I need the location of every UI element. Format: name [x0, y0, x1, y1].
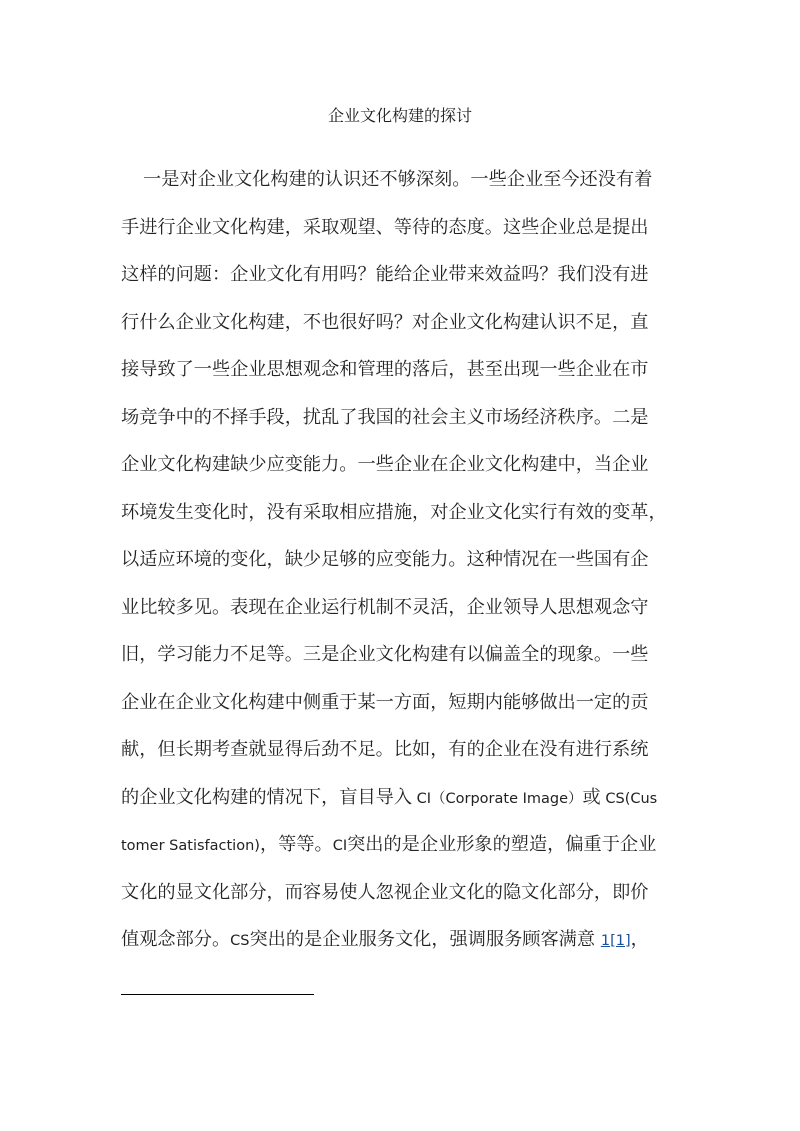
body-text-latin: CI	[332, 838, 348, 854]
body-line-2: 手进行企业文化构建，采取观望、等待的态度。这些企业总是提出	[121, 216, 649, 238]
body-line-10: 业比较多见。表现在企业运行机制不灵活，企业领导人思想观念守	[121, 596, 649, 618]
body-text: 的企业文化构建的情况下，盲目导入	[121, 786, 413, 808]
body-line-11: 旧，学习能力不足等。三是企业文化构建有以偏盖全的现象。一些	[121, 644, 649, 665]
body-text: 突出的是企业服务文化，强调服务顾客满意	[249, 929, 596, 950]
footnote-separator	[121, 994, 314, 995]
body-text: ，等等。	[259, 834, 333, 855]
body-line-6: 场竞争中的不择手段，扰乱了我国的社会主义市场经济秩序。二是	[121, 406, 649, 428]
document-body	[121, 166, 701, 974]
body-line-8: 环境发生变化时，没有采取相应措施，对企业文化实行有效的变革，	[121, 501, 667, 523]
body-line-17	[121, 926, 701, 974]
body-text-latin: CS	[230, 933, 250, 949]
footnote-reference-link[interactable]: 1[1]	[600, 933, 631, 949]
body-text: ，	[630, 929, 649, 950]
body-text-latin: CI（Corporate Image）	[412, 790, 583, 807]
body-line-15	[121, 831, 701, 879]
body-line-5: 接导致了一些企业思想观念和管理的落后，甚至出现一些企业在市	[121, 359, 649, 380]
body-line-12: 企业在企业文化构建中侧重于某一方面，短期内能够做出一定的贡	[121, 691, 649, 713]
body-line-9: 以适应环境的变化，缺少足够的应变能力。这种情况在一些国有企	[121, 549, 649, 570]
body-text-latin: CS(Cus	[600, 790, 658, 807]
document-title: 企业文化构建的探讨	[327, 106, 472, 125]
body-line-1: 一是对企业文化构建的认识还不够深刻。一些企业至今还没有着	[143, 169, 653, 190]
body-text: 突出的是企业形象的塑造，偏重于企业	[347, 834, 657, 855]
body-line-13: 献，但长期考查就显得后劲不足。比如，有的企业在没有进行系统	[121, 739, 649, 760]
body-line-4: 行什么企业文化构建，不也很好吗？对企业文化构建认识不足，直	[121, 311, 649, 333]
body-text: 值观念部分。	[121, 929, 231, 950]
body-line-3: 这样的问题：企业文化有用吗？能给企业带来效益吗？我们没有进	[121, 264, 649, 285]
body-line-14	[121, 784, 701, 832]
body-text: 或	[582, 786, 601, 808]
body-line-7: 企业文化构建缺少应变能力。一些企业在企业文化构建中，当企业	[121, 454, 649, 475]
body-text-latin: tomer Satisfaction)	[121, 838, 260, 854]
body-line-16: 文化的显文化部分，而容易使人忽视企业文化的隐文化部分，即价	[121, 881, 649, 903]
